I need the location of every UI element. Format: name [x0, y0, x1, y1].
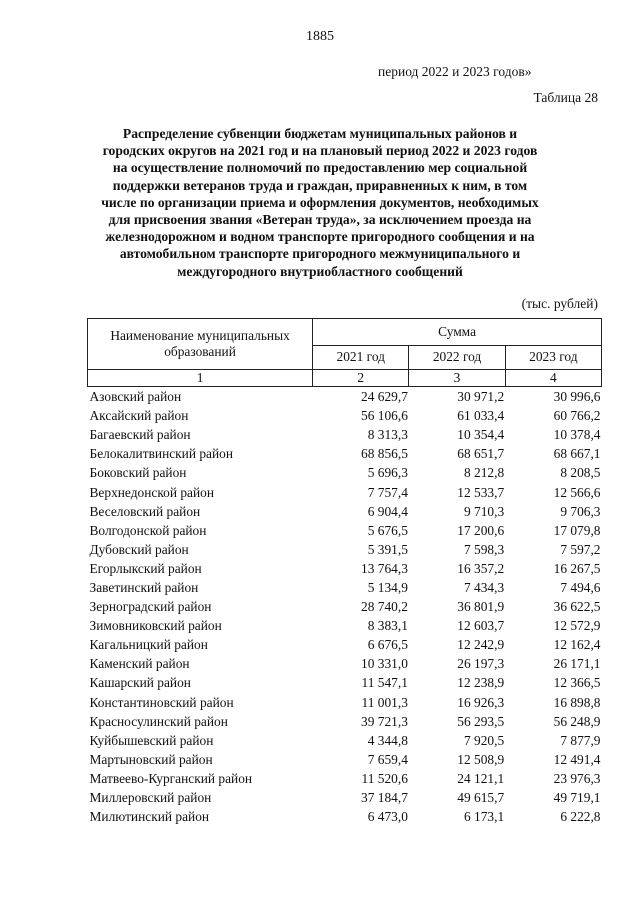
header-municipality-line1: Наименование муниципальных — [110, 328, 290, 343]
municipality-name: Красносулинский район — [89, 713, 228, 729]
value-2022: 7 920,5 — [464, 732, 505, 748]
value-2023: 8 208,5 — [560, 465, 601, 481]
table-row — [88, 502, 602, 521]
table-row — [88, 673, 602, 692]
continuation-text: период 2022 и 2023 годов» — [378, 64, 532, 79]
table-row — [88, 769, 602, 788]
column-number: 3 — [409, 370, 505, 387]
municipality-name: Матвеево-Курганский район — [89, 770, 253, 786]
header-sum: Сумма — [313, 319, 602, 346]
municipality-name: Егорлыкский район — [89, 560, 202, 576]
value-2022: 7 598,3 — [464, 541, 505, 557]
value-2021: 6 676,5 — [367, 637, 408, 653]
table-row — [88, 444, 602, 463]
municipality-name: Зерноградский район — [89, 599, 212, 615]
table-row — [88, 559, 602, 578]
subvention-table — [87, 318, 602, 826]
value-2021: 5 134,9 — [367, 579, 408, 595]
value-2022: 17 200,6 — [457, 522, 505, 538]
table-label: Таблица 28 — [533, 90, 598, 105]
value-2023: 36 622,5 — [553, 599, 601, 615]
value-2021: 6 473,0 — [367, 809, 408, 825]
table-row — [88, 578, 602, 597]
table-row — [88, 750, 602, 769]
value-2021: 5 391,5 — [367, 541, 408, 557]
value-2022: 8 212,8 — [464, 465, 505, 481]
value-2022: 12 533,7 — [457, 484, 505, 500]
value-2023: 10 378,4 — [553, 427, 601, 443]
value-2022: 10 354,4 — [457, 427, 505, 443]
value-2021: 11 547,1 — [361, 675, 408, 691]
value-2023: 7 877,9 — [560, 732, 601, 748]
value-2022: 16 926,3 — [457, 694, 505, 710]
table-row — [88, 712, 602, 731]
page-number: 1885 — [306, 29, 334, 44]
value-2022: 56 293,5 — [457, 713, 505, 729]
value-2021: 39 721,3 — [361, 713, 408, 729]
value-2023: 60 766,2 — [553, 408, 601, 424]
table-row — [88, 463, 602, 482]
value-2022: 68 651,7 — [457, 446, 505, 462]
municipality-name: Кагальницкий район — [89, 637, 208, 653]
value-2023: 12 572,9 — [553, 618, 601, 634]
municipality-name: Куйбышевский район — [89, 732, 214, 748]
value-2023: 68 667,1 — [553, 446, 601, 462]
table-row — [88, 788, 602, 807]
value-2023: 12 566,6 — [553, 484, 601, 500]
table-row — [88, 693, 602, 712]
table-row — [88, 482, 602, 501]
value-2023: 12 491,4 — [553, 751, 601, 767]
heading-line: Распределение субвенции бюджетам муниципальных районов и — [122, 126, 518, 141]
value-2023: 12 366,5 — [553, 675, 601, 691]
heading-line: железнодорожном и водном транспорте пригородного сообщения и на — [105, 229, 535, 245]
value-2023: 6 222,8 — [560, 809, 601, 825]
municipality-name: Зимовниковский район — [89, 618, 222, 634]
header-municipality-line2: образований — [164, 344, 236, 359]
value-2022: 12 603,7 — [457, 618, 505, 634]
header-municipality — [88, 319, 313, 370]
value-2021: 28 740,2 — [361, 599, 408, 615]
heading-line: поддержки ветеранов труда и граждан, приравненных к ним, в том — [112, 177, 528, 193]
value-2023: 16 267,5 — [553, 560, 601, 576]
column-number-row — [88, 370, 602, 387]
value-2023: 49 719,1 — [553, 790, 601, 806]
municipality-name: Верхнедонской район — [89, 484, 215, 500]
table-row — [88, 731, 602, 750]
header-year-2023: 2023 год — [505, 345, 601, 369]
table-heading — [60, 125, 580, 280]
column-number: 1 — [88, 370, 313, 387]
column-number: 2 — [313, 370, 409, 387]
value-2021: 13 764,3 — [361, 560, 408, 576]
value-2022: 61 033,4 — [457, 408, 505, 424]
municipality-name: Аксайский район — [89, 408, 189, 424]
value-2023: 56 248,9 — [553, 713, 601, 729]
municipality-name: Белокалитвинский район — [89, 446, 234, 462]
table-row — [88, 654, 602, 673]
value-2022: 16 357,2 — [457, 560, 505, 576]
value-2021: 4 344,8 — [367, 732, 408, 748]
municipality-name: Дубовский район — [89, 541, 189, 557]
value-2022: 6 173,1 — [464, 809, 505, 825]
value-2022: 49 615,7 — [457, 790, 505, 806]
value-2021: 8 383,1 — [367, 618, 408, 634]
value-2021: 5 696,3 — [367, 465, 408, 481]
header-year-2021: 2021 год — [313, 345, 409, 369]
value-2021: 6 904,4 — [367, 503, 408, 519]
value-2022: 12 508,9 — [457, 751, 505, 767]
column-number: 4 — [505, 370, 601, 387]
value-2021: 8 313,3 — [367, 427, 408, 443]
heading-line: для присвоения звания «Ветеран труда», за исключением проезда на — [108, 212, 532, 228]
table-row — [88, 635, 602, 654]
header-year-2022: 2022 год — [409, 345, 505, 369]
municipality-name: Миллеровский район — [89, 790, 212, 806]
value-2021: 10 331,0 — [361, 656, 408, 672]
value-2023: 9 706,3 — [560, 503, 601, 519]
table-row — [88, 616, 602, 635]
municipality-name: Азовский район — [89, 389, 182, 405]
value-2022: 12 238,9 — [457, 675, 505, 691]
header-row — [88, 319, 602, 346]
municipality-name: Заветинский район — [89, 579, 199, 595]
value-2021: 24 629,7 — [361, 389, 408, 405]
table-row — [88, 540, 602, 559]
value-2022: 12 242,9 — [457, 637, 505, 653]
heading-line: городских округов на 2021 год и на плановый период 2022 и 2023 годов — [102, 143, 538, 159]
municipality-name: Константиновский район — [89, 694, 234, 710]
municipality-name: Веселовский район — [89, 503, 201, 519]
value-2021: 37 184,7 — [361, 790, 408, 806]
value-2022: 36 801,9 — [457, 599, 505, 615]
table-row — [88, 425, 602, 444]
value-2021: 11 520,6 — [361, 770, 408, 786]
value-2022: 26 197,3 — [457, 656, 505, 672]
value-2023: 26 171,1 — [553, 656, 601, 672]
value-2022: 24 121,1 — [457, 770, 505, 786]
value-2021: 56 106,6 — [361, 408, 408, 424]
value-2022: 9 710,3 — [464, 503, 505, 519]
municipality-name: Волгодонской район — [89, 522, 207, 538]
table-row — [88, 597, 602, 616]
units-label: (тыс. рублей) — [521, 296, 598, 311]
municipality-name: Кашарский район — [89, 675, 191, 691]
municipality-name: Мартыновский район — [89, 751, 213, 767]
value-2022: 30 971,2 — [457, 389, 505, 405]
heading-line: автомобильном транспорте пригородного межмуниципального и — [119, 246, 521, 262]
value-2023: 7 597,2 — [560, 541, 601, 557]
municipality-name: Боковский район — [89, 465, 187, 481]
value-2023: 30 996,6 — [553, 389, 601, 405]
value-2021: 7 659,4 — [367, 751, 408, 767]
heading-line: междугородного внутриобластного сообщений — [177, 263, 463, 279]
table-row — [88, 521, 602, 540]
table-row — [88, 807, 602, 826]
value-2021: 5 676,5 — [367, 522, 408, 538]
municipality-name: Багаевский район — [89, 427, 191, 443]
value-2021: 68 856,5 — [361, 446, 408, 462]
table-body — [88, 387, 602, 827]
value-2022: 7 434,3 — [464, 579, 505, 595]
table-row — [88, 406, 602, 425]
heading-line: на осуществление полномочий по предоставлению мер социальной — [112, 160, 528, 176]
value-2023: 17 079,8 — [553, 522, 601, 538]
value-2021: 11 001,3 — [361, 694, 408, 710]
table-header — [88, 319, 602, 387]
value-2023: 23 976,3 — [553, 770, 601, 786]
table-row — [88, 387, 602, 407]
municipality-name: Каменский район — [89, 656, 190, 672]
value-2021: 7 757,4 — [367, 484, 408, 500]
value-2023: 16 898,8 — [553, 694, 601, 710]
heading-line: числе по организации приема и оформления документов, необходимых — [101, 194, 539, 210]
value-2023: 7 494,6 — [560, 579, 601, 595]
value-2023: 12 162,4 — [553, 637, 601, 653]
municipality-name: Милютинский район — [89, 809, 210, 825]
